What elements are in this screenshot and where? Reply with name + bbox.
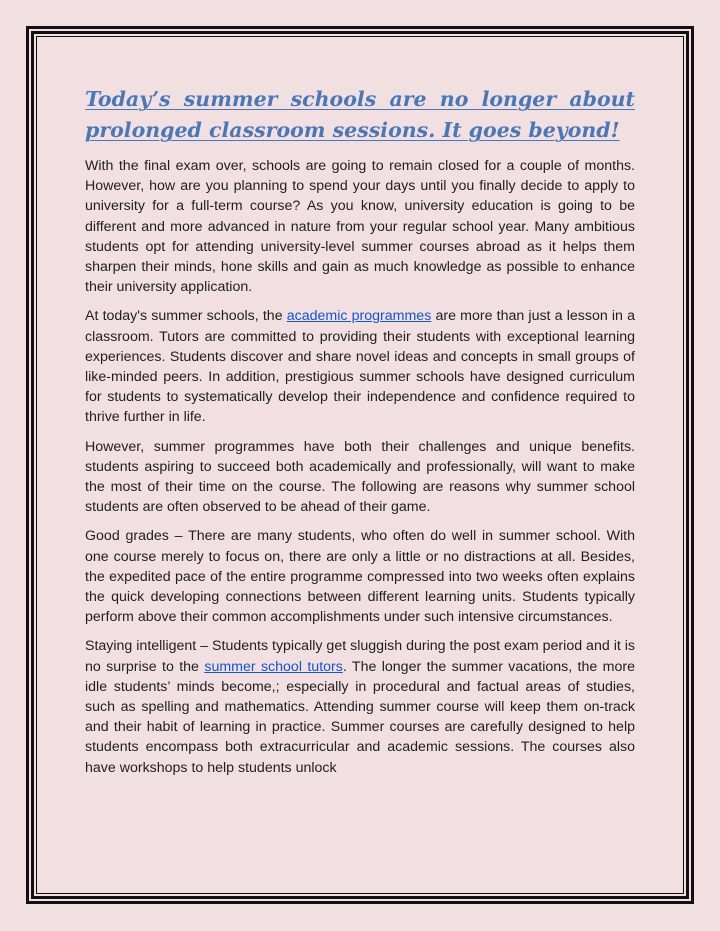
- paragraph-good-grades: Good grades – There are many students, who often do well in summer school. With one course merely to focus on, there are only a little or no distractions at all. Besides, the expedited pace of the entire programme compressed into two weeks often explains the quick developing connections between different learning units. Students typically perform above their common accomplishments under such intensive circumstances.: [85, 528, 635, 626]
- paragraph-staying-intelligent: Staying intelligent – Students typically get sluggish during the post exam period and it is no surprise to the summer school tutors. The longer the summer vacations, the more idle students’ minds become,; especially in procedural and factual areas of studies, such as spelling and mathematics. Attending summer course will keep them on-track and their habit of learning in practice. Summer courses are carefully designed to help students encompass both extracurricular and academic sessions. The courses also have workshops to help students unlock: [85, 638, 635, 776]
- academic-programmes-link[interactable]: academic programmes: [286, 308, 432, 325]
- article-title: [85, 84, 635, 146]
- paragraph-intro: With the final exam over, schools are going to remain closed for a couple of months. However, how are you planning to spend your days until you finally decide to apply to university for a full-term course? As you know, university education is going to be different and more advanced in nature from your regular school year. Many ambitious students opt for attending university-level summer courses abroad as it helps them sharpen their minds, hone skills and gain as much knowledge as possible to enhance their university application.: [85, 158, 635, 296]
- title-line-1: Today’s summer schools are no longer about: [85, 87, 635, 111]
- paragraph-academic-programmes: At today's summer schools, the academic programmes are more than just a lesson in a classroom. Tutors are committed to providing their students with exceptional learning experiences. Students discover and share novel ideas and concepts in small groups of like-minded peers. In addition, prestigious summer schools have designed curriculum for students to systematically develop their independence and confidence required to thrive further in life.: [85, 308, 635, 426]
- paragraph-challenges-benefits: However, summer programmes have both their challenges and unique benefits. students aspiring to succeed both academically and professionally, will want to make the most of their time on the course. The following are reasons why summer school students are often observed to be ahead of their game.: [85, 438, 635, 516]
- summer-school-tutors-link[interactable]: summer school tutors: [204, 658, 343, 675]
- title-line-2: prolonged classroom sessions. It goes beyond!: [85, 118, 620, 142]
- article-body: [85, 84, 635, 787]
